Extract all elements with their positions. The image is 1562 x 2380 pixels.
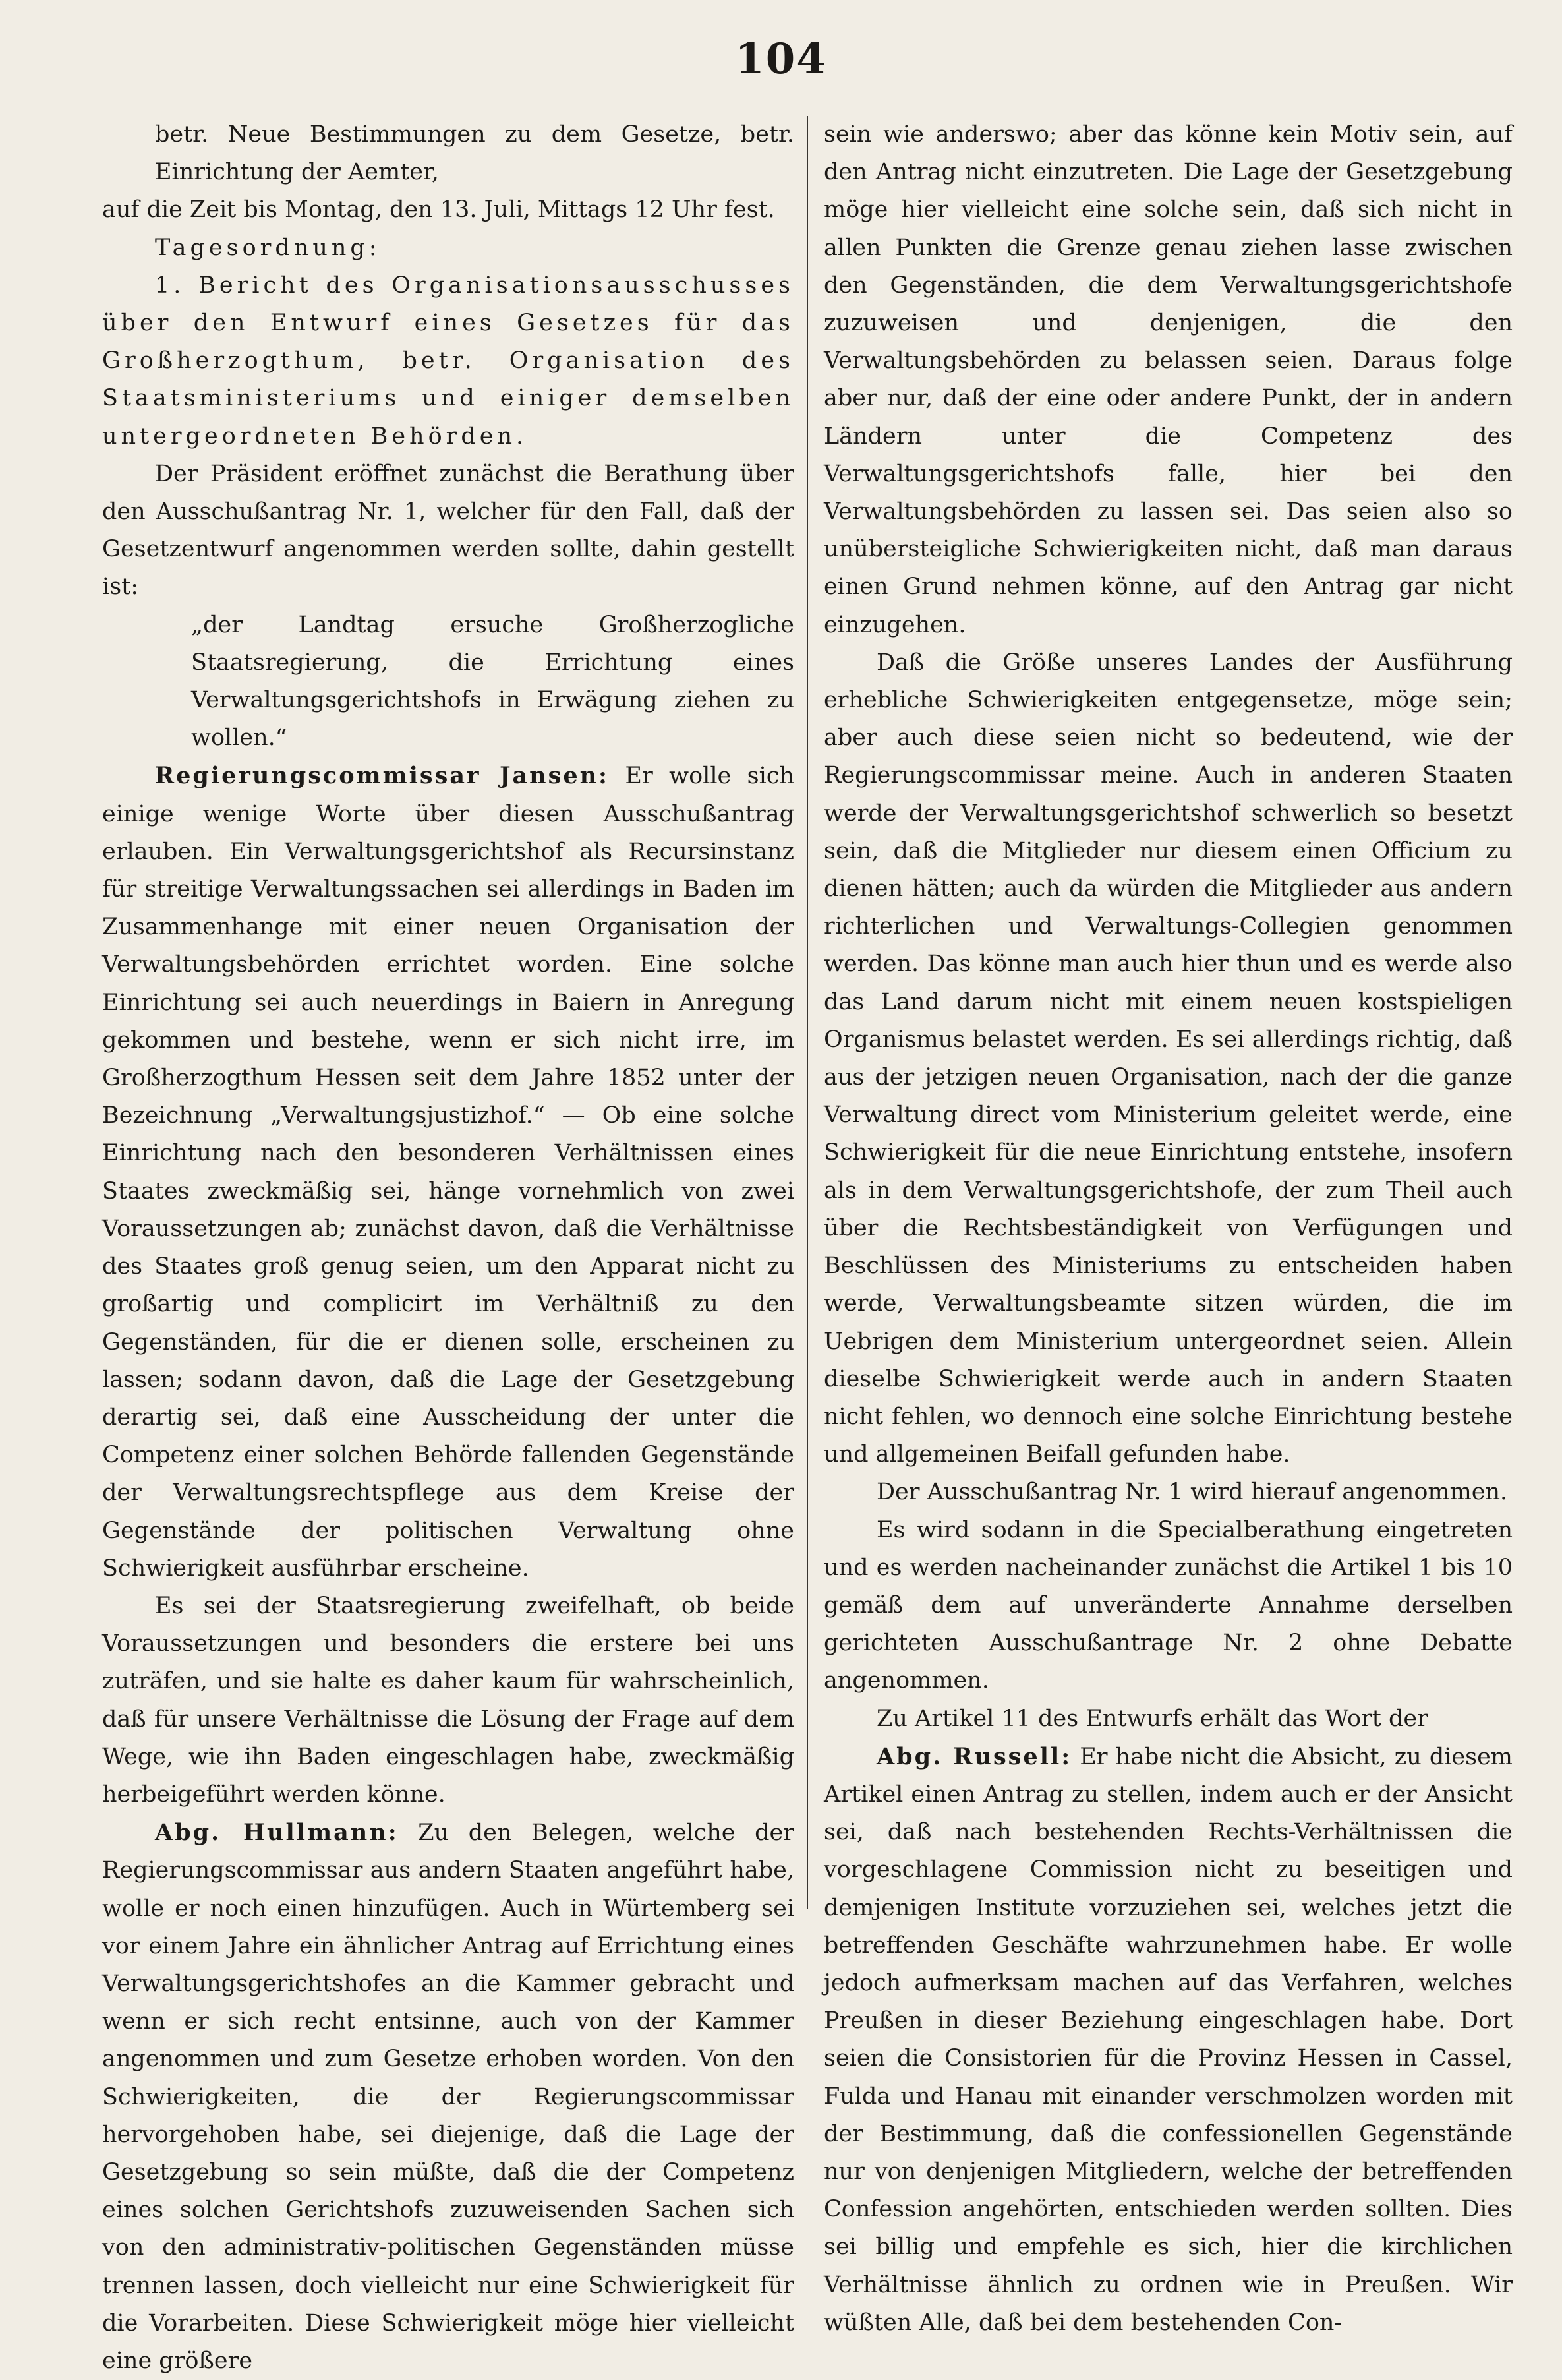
speech-text: Er habe nicht die Absicht, zu diesem Artikel einen Antrag zu stellen, indem auch er der Ansicht sei, daß nach bestehenden Rechts-Verhältnissen die vorgeschlagene Commission nicht zu beseitigen und demjenigen Institute vorzuziehen sei, welches jetzt die betreffenden Geschäfte wahrzunehmen habe. Er wolle jedoch aufmerksam machen auf das Verfahren, welches Preußen in dieser Beziehung eingeschlagen habe. Dort seien die Consistorien für die Provinz Hessen in Cassel, Fulda und Hanau mit einander verschmolzen worden mit der Bestimmung, daß die confessionellen Gegenstände nur von denjenigen Mitgliedern, welche der betreffenden Confession angehörten, entschieden werden sollten. Dies sei billig und empfehle es sich, hier die kirchlichen Verhältnisse ähnlich zu ordnen wie in Preußen. Wir wüßten Alle, daß bei dem bestehenden Con- [824,1743,1513,2336]
quoted-motion: „der Landtag ersuche Großherzogliche Staatsregierung, die Errichtung eines Verwaltungsgerichtshofs in Erwägung ziehen zu wollen.“ [191,611,794,752]
speaker-name: Abg. Hullmann: [155,1819,399,1847]
agenda-item: 1. Bericht des Organisationsausschusses über den Entwurf eines Gesetzes für das Großherzogthum, betr. Organisation des Staatsministeriums und einiger demselben untergeordneten Behörden. [102,272,794,450]
column-divider [807,116,808,1909]
paragraph: Es wird sodann in die Specialberathung eingetreten und es werden nacheinander zunächst die Artikel 1 bis 10 gemäß dem auf unveränderte Annahme derselben gerichteten Ausschußantrage Nr. 2 ohne Debatte angenommen. [824,1516,1513,1694]
speech-paragraph [102,757,794,1587]
paragraph: Der Ausschußantrag Nr. 1 wird hierauf angenommen. [877,1479,1508,1506]
page-number: 104 [735,34,827,84]
paragraph: Der Präsident eröffnet zunächst die Berathung über den Ausschußantrag Nr. 1, welcher für den Fall, daß der Gesetzentwurf angenommen werden sollte, dahin gestellt ist: [102,460,794,601]
speech-text: Er wolle sich einige wenige Worte über diesen Ausschußantrag erlauben. Ein Verwaltungsgerichtshof als Recursinstanz für streitige Verwaltungssachen sei allerdings in Baden im Zusammenhange mit einer neuen Organisation der Verwaltungsbehörden errichtet worden. Eine solche Einrichtung sei auch neuerdings in Baiern in Anregung gekommen und bestehe, wenn er sich nicht irre, im Großherzogthum Hessen seit dem Jahre 1852 unter der Bezeichnung „Verwaltungsjustizhof.“ — Ob eine solche Einrichtung nach den besonderen Verhältnissen eines Staates zweckmäßig sei, hänge vornehmlich von zwei Voraussetzungen ab; zunächst davon, daß die Verhältnisse des Staates groß genug seien, um den Apparat nicht zu großartig und complicirt im Verhältniß zu den Gegenständen, für die er dienen solle, erscheinen zu lassen; sodann davon, daß die Lage der Gesetzgebung derartig sei, daß eine Ausscheidung der unter die Competenz einer solchen Behörde fallenden Gegenstände der Verwaltungsrechtspflege aus dem Kreise der Gegenstände der politischen Verwaltung ohne Schwierigkeit ausführbar erscheine. [102,763,794,1582]
left-column [102,116,794,2380]
speaker-name: Abg. Russell: [877,1742,1072,1770]
paragraph: betr. Neue Bestimmungen zu dem Gesetze, betr. Einrichtung der Aemter, [155,121,794,186]
agenda-heading: Tagesordnung: [155,234,381,261]
right-column [824,116,1513,2342]
speech-paragraph [824,1738,1513,2342]
paragraph: Es sei der Staatsregierung zweifelhaft, ob beide Voraussetzungen und besonders die erstere bei uns zuträfen, und sie halte es daher kaum für wahrscheinlich, daß für unsere Verhältnisse die Lösung der Frage auf dem Wege, wie ihn Baden eingeschlagen habe, zweckmäßig herbeigeführt werden könne. [102,1592,794,1808]
speaker-name: Regierungscommissar Jansen: [155,762,609,790]
paragraph: auf die Zeit bis Montag, den 13. Juli, Mittags 12 Uhr fest. [102,196,775,223]
speech-paragraph [102,1814,794,2380]
speech-text: Zu den Belegen, welche der Regierungscommissar aus andern Staaten angeführt habe, wolle er noch einen hinzufügen. Auch in Würtemberg sei vor einem Jahre ein ähnlicher Antrag auf Errichtung eines Verwaltungsgerichtshofes an die Kammer gebracht und wenn er sich recht entsinne, auch von der Kammer angenommen und zum Gesetze erhoben worden. Von den Schwierigkeiten, die der Regierungscommissar hervorgehoben habe, sei diejenige, daß die Lage der Gesetzgebung so sein müßte, daß die der Competenz eines solchen Gerichtshofs zuzuweisenden Sachen sich von den administrativ-politischen Gegenständen müsse trennen lassen, doch vielleicht nur eine Schwierigkeit für die Vorarbeiten. Diese Schwierigkeit möge hier vielleicht eine größere [102,1820,795,2374]
paragraph: Zu Artikel 11 des Entwurfs erhält das Wort der [877,1705,1428,1732]
paragraph: Daß die Größe unseres Landes der Ausführung erhebliche Schwierigkeiten entgegensetze, möge sein; aber auch diese seien nicht so bedeutend, wie der Regierungscommissar meine. Auch in anderen Staaten werde der Verwaltungsgerichtshof schwerlich so besetzt sein, daß die Mitglieder nur diesem einen Officium zu dienen hätten; auch da würden die Mitglieder aus andern richterlichen und Verwaltungs-Collegien genommen werden. Das könne man auch hier thun und es werde also das Land darum nicht mit einem neuen kostspieligen Organismus belastet werden. Es sei allerdings richtig, daß aus der jetzigen neuen Organisation, nach der die ganze Verwaltung direct vom Ministerium geleitet werde, eine Schwierigkeit für die neue Einrichtung entstehe, insofern als in dem Verwaltungsgerichtshofe, der zum Theil auch über die Rechtsbeständigkeit von Verfügungen und Beschlüssen des Ministeriums zu entscheiden haben werde, Verwaltungsbeamte sitzen würden, die im Uebrigen dem Ministerium untergeordnet seien. Allein dieselbe Schwierigkeit werde auch in andern Staaten nicht fehlen, wo dennoch eine solche Einrichtung bestehe und allgemeinen Beifall gefunden habe. [824,649,1513,1468]
paragraph: sein wie anderswo; aber das könne kein Motiv sein, auf den Antrag nicht einzutreten. Die Lage der Gesetzgebung möge hier vielleicht eine solche sein, daß sich nicht in allen Punkten die Grenze genau ziehen lasse zwischen den Gegenständen, die dem Verwaltungsgerichtshofe zuzuweisen und denjenigen, die den Verwaltungsbehörden zu belassen seien. Daraus folge aber nur, daß der eine oder andere Punkt, der in andern Ländern unter die Competenz des Verwaltungsgerichtshofs falle, hier bei den Verwaltungsbehörden zu lassen sei. Das seien also so unübersteigliche Schwierigkeiten nicht, daß man daraus einen Grund nehmen könne, auf den Antrag gar nicht einzugehen. [824,121,1513,638]
